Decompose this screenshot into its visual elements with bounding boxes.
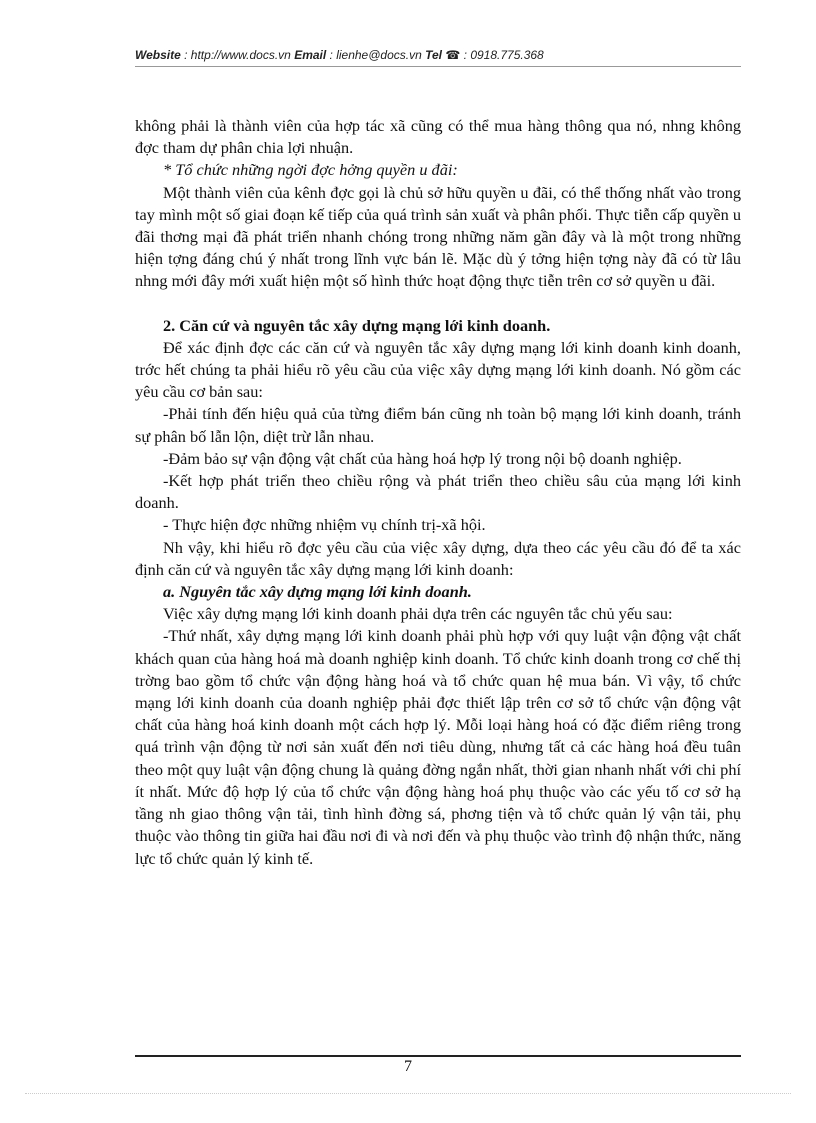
footer-divider (135, 1055, 741, 1057)
list-item: -Đảm bảo sự vận động vật chất của hàng hoá hợp lý trong nội bộ doanh nghiệp. (163, 448, 682, 468)
email-address[interactable]: : lienhe@docs.vn (326, 48, 426, 62)
paragraph: -Thứ nhất, xây dựng mạng lới kinh doanh phải phù hợp với quy luật vận động vật chất khách quan của hàng hoá mà doanh nghiệp kinh doanh. Tổ chức kinh doanh trong cơ chế thị trờng bao gồm tổ chức vận động hàng hoá và tổ chức quan hệ mua bán. Vì vậy, tổ chức mạng lới kinh doanh của doanh nghiệp phải đợc thiết lập trên cơ sở tổ chức vận động vật chất của hàng hoá kinh doanh một cách hợp lý. Mỗi loại hàng hoá có đặc điểm riêng trong quá trình vận động từ nơi sản xuất đến nơi tiêu dùng, nhưng tất cả các hàng hoá đều tuân theo một quy luật vận động chung là quảng đờng ngắn nhất, thời gian nhanh nhất với chi phí ít nhất. Mức độ hợp lý của tổ chức vận động hàng hoá phụ thuộc vào các yếu tố cơ sở hạ tầng nh giao thông vận tải, tình hình đờng sá, phơng tiện và tổ chức quản lý vận tải, phụ thuộc vào thông tin giữa hai đầu nơi đi và nơi đến và phụ thuộc vào trình độ nhận thức, năng lực tổ chức quản lý kinh tế. (135, 626, 741, 868)
tel-number: : 0918.775.368 (460, 48, 544, 62)
paragraph-italic: * Tổ chức những ngời đợc hởng quyền u đãi: (163, 160, 458, 180)
paragraph: Để xác định đợc các căn cứ và nguyên tắc xây dựng mạng lới kinh doanh kinh doanh, trớc hết chúng ta phải hiểu rõ yêu cầu của việc xây dựng mạng lới kinh doanh. Nó gồm các yêu cầu cơ bản sau: (135, 337, 741, 402)
website-label: Website (135, 48, 181, 62)
section-heading: 2. Căn cứ và nguyên tắc xây dựng mạng lới kinh doanh. (163, 315, 551, 335)
page-number: 7 (404, 1058, 412, 1075)
page-header (135, 48, 741, 62)
list-item: -Phải tính đến hiệu quả của từng điểm bán cũng nh toàn bộ mạng lới kinh doanh, tránh sự phân bố lẫn lộn, diệt trừ lẫn nhau. (135, 404, 741, 446)
email-label: Email (294, 48, 327, 62)
paragraph: Việc xây dựng mạng lới kinh doanh phải dựa trên các nguyên tắc chủ yếu sau: (163, 604, 673, 624)
header-divider (135, 66, 741, 67)
paragraph: Nh vậy, khi hiểu rõ đợc yêu cầu của việc xây dựng, dựa theo các yêu cầu đó để ta xác định căn cứ và nguyên tắc xây dựng mạng lới kinh doanh: (135, 537, 741, 579)
website-url[interactable]: : http://www.docs.vn (180, 48, 295, 62)
page-edge (25, 1093, 791, 1094)
subsection-heading: a. Nguyên tắc xây dựng mạng lới kinh doanh. (163, 582, 472, 602)
document-body (135, 115, 741, 870)
list-item: - Thực hiện đợc những nhiệm vụ chính trị-xã hội. (163, 515, 486, 535)
tel-label: Tel (425, 48, 443, 62)
paragraph: không phải là thành viên của hợp tác xã cũng có thể mua hàng thông qua nó, nhng không đợc tham dự phân chia lợi nhuận. (135, 116, 741, 158)
list-item: -Kết hợp phát triển theo chiều rộng và phát triển theo chiều sâu của mạng lới kinh doanh. (135, 471, 741, 513)
paragraph: Một thành viên của kênh đợc gọi là chủ sở hữu quyền u đãi, có thể thống nhất vào trong tay mình một số giai đoạn kế tiếp của quá trình sản xuất và phân phối. Thực tiễn cấp quyền u đãi thơng mại đã phát triển nhanh chóng trong những năm gần đây và là một trong những hiện tợng đáng chú ý nhất trong lĩnh vực bán lẽ. Mặc dù ý tởng hiện tợng này đã có từ lâu nhng mới đây mới xuất hiện một số hình thức hoạt động thực tiễn trên cơ sở quyền u đãi. (135, 182, 741, 291)
phone-icon: ☎ (445, 48, 461, 62)
